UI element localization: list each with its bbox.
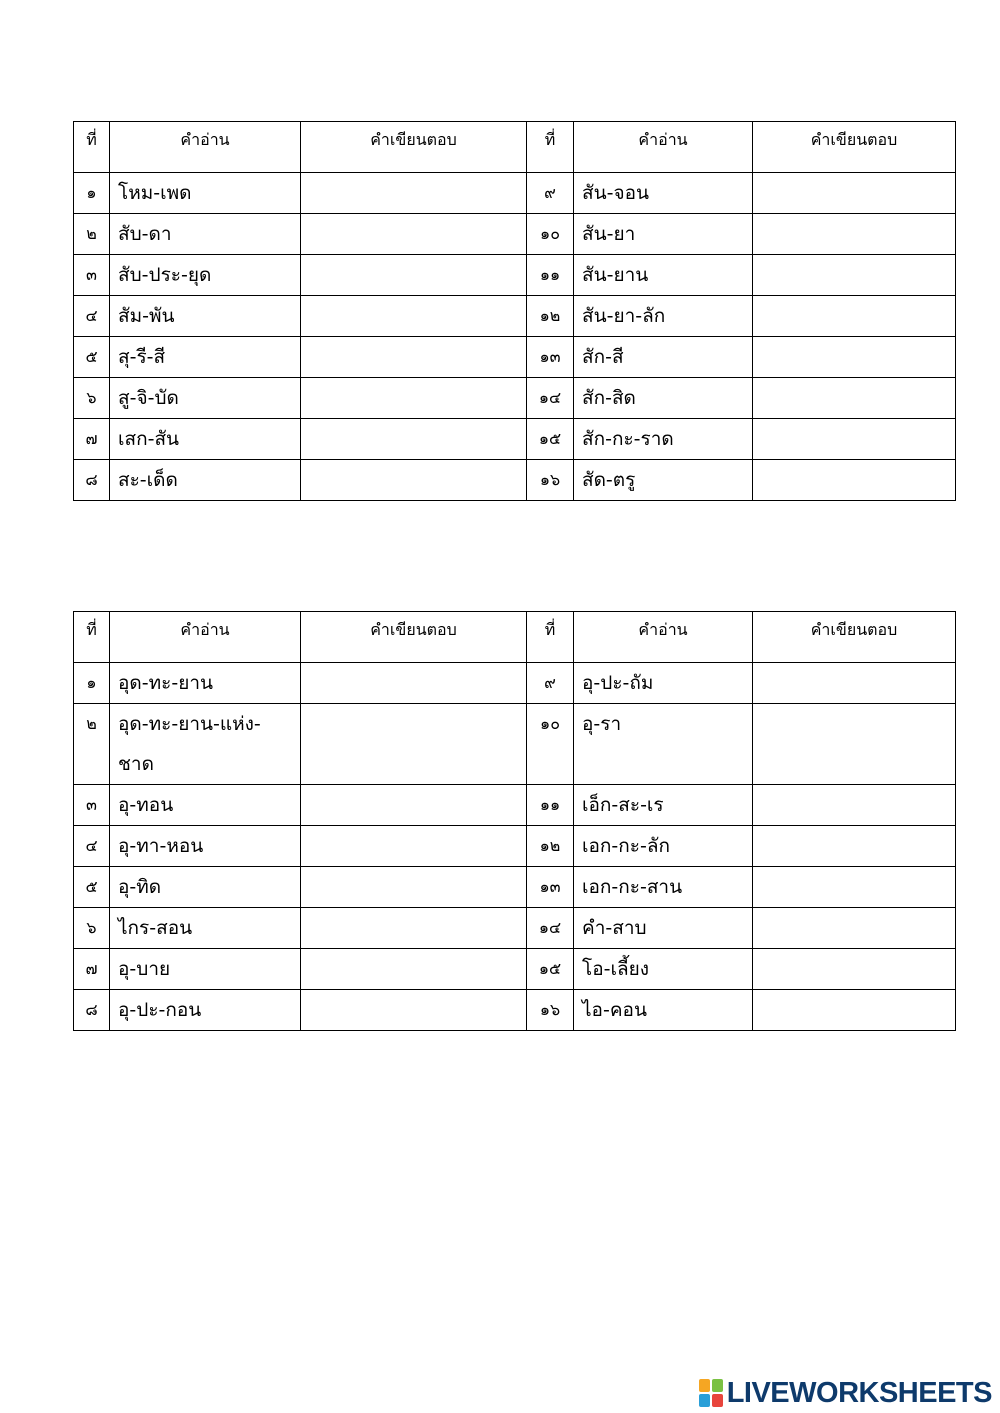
item-number: ๕ — [74, 867, 110, 908]
worksheet-table-1 — [73, 121, 956, 501]
reading-word: สับ-ดา — [110, 214, 301, 255]
answer-field[interactable] — [301, 296, 527, 337]
table-row — [74, 173, 956, 214]
item-number: ๙ — [527, 173, 574, 214]
logo-square-1 — [699, 1379, 710, 1392]
header-row — [74, 122, 956, 173]
table-row — [74, 255, 956, 296]
reading-word: โอ-เลี้ยง — [574, 949, 753, 990]
answer-field[interactable] — [753, 990, 956, 1031]
brand-text: LIVEWORKSHEETS — [726, 1376, 992, 1409]
reading-word: โหม-เพด — [110, 173, 301, 214]
reading-word: สัม-พัน — [110, 296, 301, 337]
table-row — [74, 378, 956, 419]
reading-word: สัด-ตรู — [574, 460, 753, 501]
header-reading: คำอ่าน — [110, 612, 301, 663]
item-number: ๘ — [74, 460, 110, 501]
answer-field[interactable] — [301, 990, 527, 1031]
answer-field[interactable] — [301, 255, 527, 296]
reading-word: สัก-สิด — [574, 378, 753, 419]
item-number: ๑๓ — [527, 337, 574, 378]
item-number: ๓ — [74, 255, 110, 296]
answer-field[interactable] — [301, 663, 527, 704]
item-number: ๑๐ — [527, 704, 574, 785]
reading-word: อุ-ทอน — [110, 785, 301, 826]
reading-word-line-2: ชาด — [118, 753, 154, 775]
item-number: ๑๔ — [527, 908, 574, 949]
header-reading: คำอ่าน — [574, 612, 753, 663]
item-number: ๑๐ — [527, 214, 574, 255]
reading-word: เอ็ก-สะ-เร — [574, 785, 753, 826]
item-number: ๔ — [74, 296, 110, 337]
answer-field[interactable] — [753, 378, 956, 419]
reading-word: เอก-กะ-ลัก — [574, 826, 753, 867]
reading-word: เสก-สัน — [110, 419, 301, 460]
item-number: ๗ — [74, 949, 110, 990]
answer-field[interactable] — [753, 663, 956, 704]
reading-word: สัก-สี — [574, 337, 753, 378]
answer-field[interactable] — [753, 255, 956, 296]
item-number: ๑๔ — [527, 378, 574, 419]
table-row — [74, 460, 956, 501]
answer-field[interactable] — [301, 826, 527, 867]
reading-word: สู-จิ-บัด — [110, 378, 301, 419]
header-answer: คำเขียนตอบ — [301, 122, 527, 173]
item-number: ๖ — [74, 378, 110, 419]
table-row — [74, 826, 956, 867]
answer-field[interactable] — [301, 214, 527, 255]
table-row — [74, 949, 956, 990]
item-number: ๑๒ — [527, 826, 574, 867]
worksheet-table-2 — [73, 611, 956, 1031]
logo-square-2 — [712, 1379, 723, 1392]
header-no: ที่ — [527, 122, 574, 173]
answer-field[interactable] — [301, 908, 527, 949]
reading-word: สุ-รี-สี — [110, 337, 301, 378]
reading-word: เอก-กะ-สาน — [574, 867, 753, 908]
liveworksheets-logo-icon — [699, 1379, 723, 1407]
table-row — [74, 214, 956, 255]
answer-field[interactable] — [753, 419, 956, 460]
item-number: ๑๑ — [527, 255, 574, 296]
header-no: ที่ — [527, 612, 574, 663]
item-number: ๘ — [74, 990, 110, 1031]
item-number: ๙ — [527, 663, 574, 704]
liveworksheets-brand — [699, 1375, 992, 1411]
reading-word: สัน-ยา — [574, 214, 753, 255]
item-number: ๑๖ — [527, 990, 574, 1031]
answer-field[interactable] — [753, 826, 956, 867]
header-row — [74, 612, 956, 663]
answer-field[interactable] — [301, 419, 527, 460]
table-row — [74, 337, 956, 378]
table-row — [74, 867, 956, 908]
item-number: ๑๒ — [527, 296, 574, 337]
reading-word: อุ-ปะ-กอน — [110, 990, 301, 1031]
header-reading: คำอ่าน — [110, 122, 301, 173]
item-number: ๑ — [74, 173, 110, 214]
reading-word — [110, 704, 301, 785]
answer-field[interactable] — [301, 337, 527, 378]
reading-word: คำ-สาบ — [574, 908, 753, 949]
header-no: ที่ — [74, 612, 110, 663]
table-row — [74, 419, 956, 460]
answer-field[interactable] — [753, 337, 956, 378]
answer-field[interactable] — [301, 704, 527, 785]
reading-word: ไกร-สอน — [110, 908, 301, 949]
answer-field[interactable] — [753, 173, 956, 214]
table-row — [74, 908, 956, 949]
item-number: ๑๓ — [527, 867, 574, 908]
answer-field[interactable] — [301, 949, 527, 990]
item-number: ๗ — [74, 419, 110, 460]
reading-word: อุ-รา — [574, 704, 753, 785]
answer-field[interactable] — [753, 704, 956, 785]
reading-word: สัก-กะ-ราด — [574, 419, 753, 460]
answer-field[interactable] — [753, 949, 956, 990]
answer-field[interactable] — [301, 867, 527, 908]
reading-word: ไอ-คอน — [574, 990, 753, 1031]
item-number: ๑๖ — [527, 460, 574, 501]
reading-word: สัน-ยาน — [574, 255, 753, 296]
reading-word: สัน-จอน — [574, 173, 753, 214]
header-reading: คำอ่าน — [574, 122, 753, 173]
table-row — [74, 663, 956, 704]
reading-word: สะ-เด็ด — [110, 460, 301, 501]
item-number: ๖ — [74, 908, 110, 949]
item-number: ๔ — [74, 826, 110, 867]
item-number: ๒ — [74, 214, 110, 255]
item-number: ๑๑ — [527, 785, 574, 826]
answer-field[interactable] — [301, 378, 527, 419]
reading-word-line-1: อุด-ทะ-ยาน-แห่ง- — [118, 713, 261, 735]
table-row — [74, 990, 956, 1031]
item-number: ๓ — [74, 785, 110, 826]
answer-field[interactable] — [301, 785, 527, 826]
header-answer: คำเขียนตอบ — [753, 612, 956, 663]
reading-word: สับ-ประ-ยุด — [110, 255, 301, 296]
answer-field[interactable] — [753, 908, 956, 949]
answer-field[interactable] — [753, 867, 956, 908]
header-answer: คำเขียนตอบ — [301, 612, 527, 663]
reading-word: อุ-ปะ-ถัม — [574, 663, 753, 704]
answer-field[interactable] — [753, 460, 956, 501]
item-number: ๕ — [74, 337, 110, 378]
answer-field[interactable] — [301, 460, 527, 501]
reading-word: อุด-ทะ-ยาน — [110, 663, 301, 704]
item-number: ๑๕ — [527, 949, 574, 990]
reading-word: สัน-ยา-ลัก — [574, 296, 753, 337]
answer-field[interactable] — [753, 214, 956, 255]
item-number: ๑๕ — [527, 419, 574, 460]
header-no: ที่ — [74, 122, 110, 173]
item-number: ๒ — [74, 704, 110, 785]
answer-field[interactable] — [301, 173, 527, 214]
logo-square-3 — [699, 1394, 710, 1407]
answer-field[interactable] — [753, 785, 956, 826]
table-row — [74, 785, 956, 826]
item-number: ๑ — [74, 663, 110, 704]
answer-field[interactable] — [753, 296, 956, 337]
reading-word: อุ-บาย — [110, 949, 301, 990]
reading-word: อุ-ทิด — [110, 867, 301, 908]
header-answer: คำเขียนตอบ — [753, 122, 956, 173]
reading-word: อุ-ทา-หอน — [110, 826, 301, 867]
logo-square-4 — [712, 1394, 723, 1407]
table-row — [74, 704, 956, 785]
table-row — [74, 296, 956, 337]
